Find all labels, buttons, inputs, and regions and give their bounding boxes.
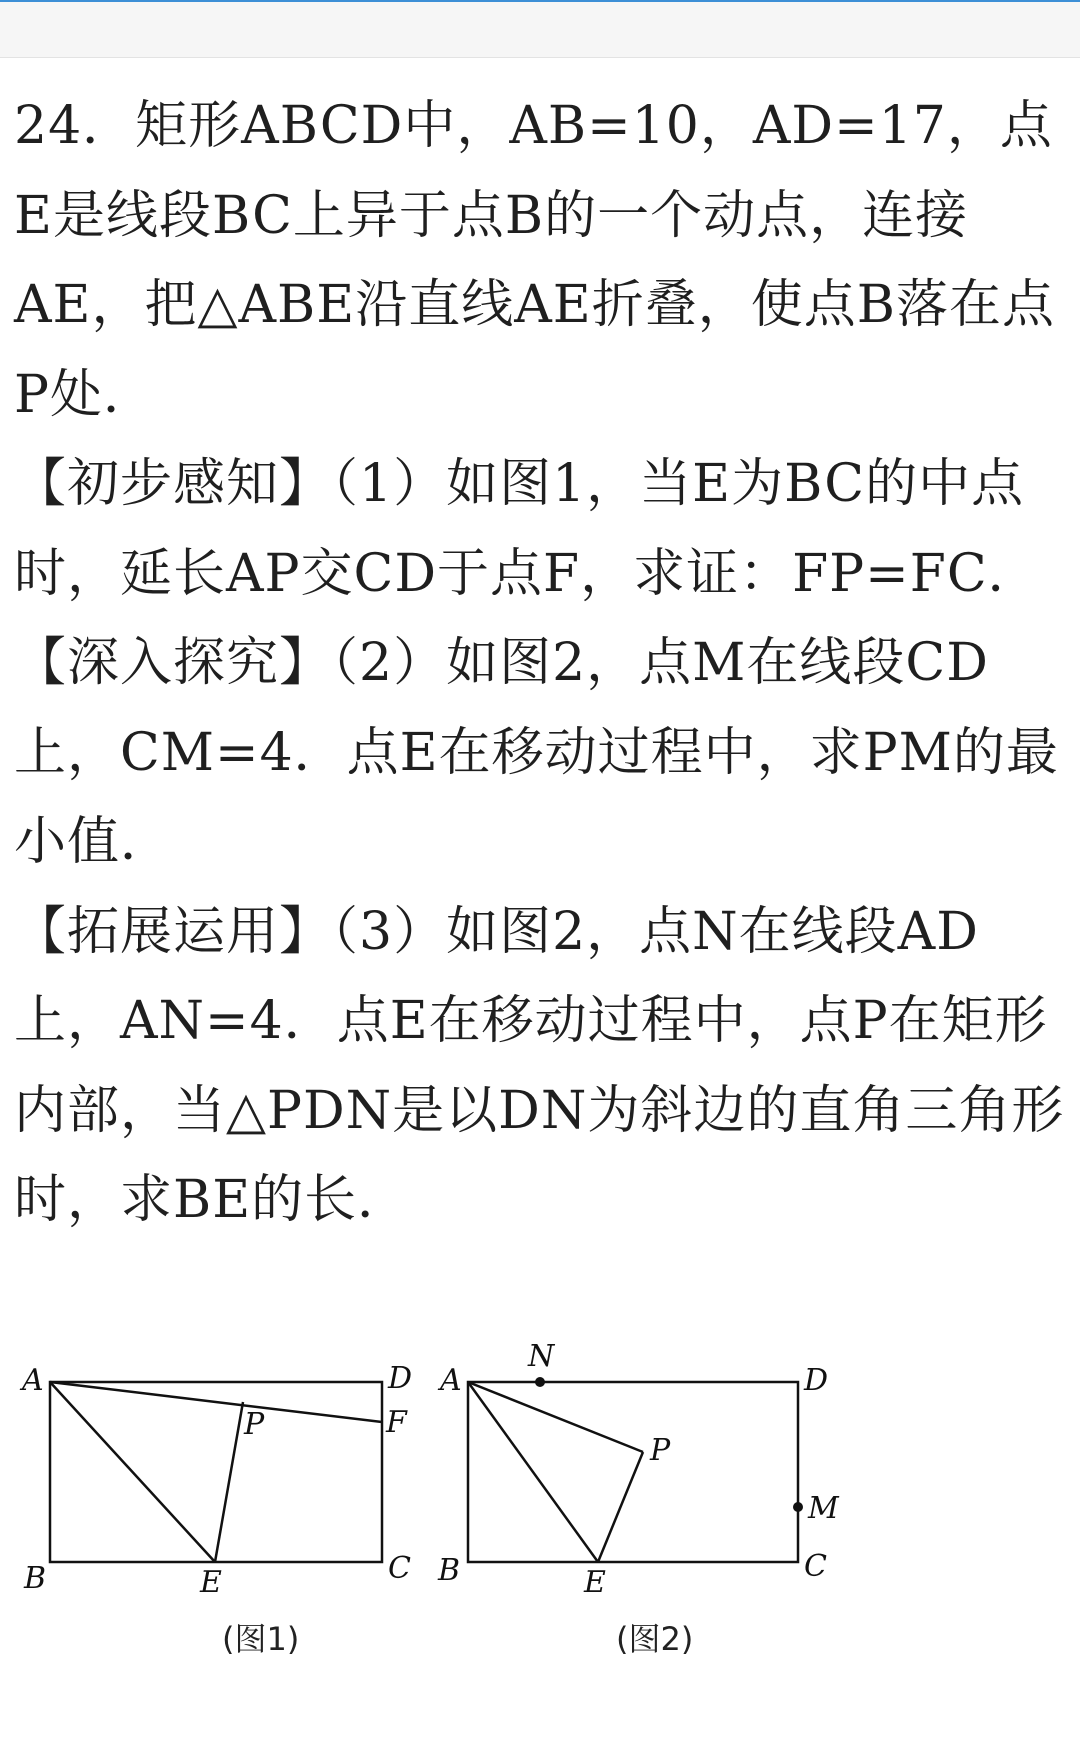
problem-statement: 24．矩形ABCD中，AB=10，AD=17，点E是线段BC上异于点B的一个动点，连接AE，把△ABE沿直线AE折叠，使点B落在点P处． xyxy=(14,96,1055,425)
figure-1-labels xyxy=(19,1361,412,1658)
figure-2-label-e: E xyxy=(584,1565,606,1600)
figure-1-label-c: C xyxy=(388,1551,411,1586)
figure-1-label-f: F xyxy=(386,1405,407,1440)
figure-1-label-d: D xyxy=(388,1361,413,1396)
figure-1-label-b: B xyxy=(24,1561,47,1596)
figure-2-label-m: M xyxy=(808,1491,839,1526)
figure-1-segment-ae xyxy=(50,1382,215,1562)
problem-part1: 【初步感知】（1）如图1，当E为BC的中点时，延长AP交CD于点F，求证：FP=FC． xyxy=(14,454,1041,604)
figure-2-label-a: A xyxy=(440,1363,462,1398)
problem-part3: 【拓展运用】（3）如图2，点N在线段AD上，AN=4．点E在移动过程中，点P在矩形内部，当△PDN是以DN为斜边的直角三角形时，求BE的长． xyxy=(14,901,1065,1230)
figure-2-label-p: P xyxy=(650,1433,671,1468)
figure-1-segment-ep xyxy=(215,1402,243,1562)
figure-2 xyxy=(468,1382,798,1562)
figure-2-label-n: N xyxy=(528,1339,555,1374)
figure-2-label-c: C xyxy=(804,1549,827,1584)
figure-1-rectangle xyxy=(50,1382,382,1562)
figure-2-segment-ep xyxy=(598,1452,643,1562)
figure-2-point-n xyxy=(535,1377,545,1387)
figure-2-label-b: B xyxy=(438,1553,461,1588)
figure-1-label-a: A xyxy=(22,1363,44,1398)
figure-1-segment-af xyxy=(50,1382,382,1422)
problem-part2: 【深入探究】（2）如图2，点M在线段CD上，CM=4．点E在移动过程中，求PM的最小值． xyxy=(14,633,1059,872)
figure-2-point-m xyxy=(793,1502,803,1512)
figure-1 xyxy=(50,1382,382,1562)
top-bar xyxy=(0,0,1080,58)
figure-1-caption: (图1) xyxy=(222,1620,300,1658)
figures xyxy=(0,1330,1080,1710)
figure-1-label-p: P xyxy=(244,1407,265,1442)
figure-2-labels xyxy=(437,1339,840,1658)
figure-2-label-d: D xyxy=(804,1363,829,1398)
figure-1-label-e: E xyxy=(200,1565,222,1600)
figure-2-caption: (图2) xyxy=(616,1620,694,1658)
problem-text xyxy=(14,82,1066,1246)
figure-2-rectangle xyxy=(468,1382,798,1562)
figures-svg xyxy=(0,1330,1080,1710)
